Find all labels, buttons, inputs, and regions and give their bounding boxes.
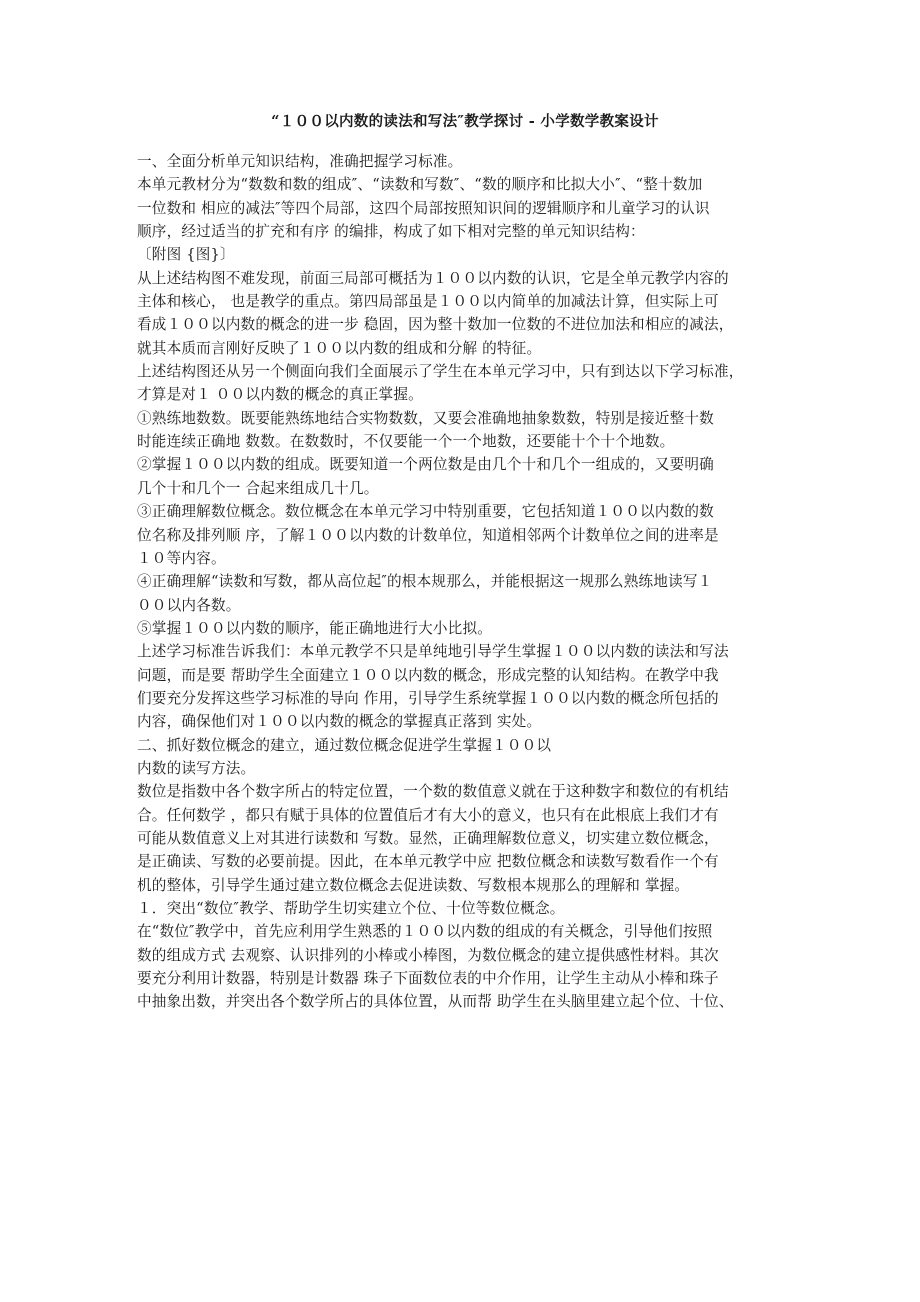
text-line: １．突出“数位″教学、帮助学生切实建立个位、十位等数位概念。 <box>137 900 565 917</box>
text-line: 看成１００以内数的概念的进一步 稳固，因为整十数加一位数的不进位加法和相应的减法， <box>137 316 734 334</box>
text-line: 几个十和几个一 合起来组成几十几。 <box>137 479 379 497</box>
text-line: 内容，确保他们对１００以内数的概念的掌握真正落到 实处。 <box>137 713 542 731</box>
text-line: 时能连续正确地 数数。在数数时，不仅要能一个一个地数，还要能十个十个地数。 <box>137 433 675 451</box>
text-line: １０等内容。 <box>137 549 226 567</box>
text-line: ⑤掌握１００以内数的顺序，能正确地进行大小比拟。 <box>137 619 493 637</box>
text-line: 才算是对１ ００以内数的概念的真正掌握。 <box>137 386 423 404</box>
text-line: 数位是指数中各个数字所占的特定位置，一个数的数值意义就在于这种数字和数位的有机结 <box>137 783 729 801</box>
text-line: 在“数位″教学中，首先应利用学生熟悉的１００以内数的组成的有关概念，引导他们按照 <box>137 923 713 941</box>
document-title: “１００以内数的读法和写法″教学探讨 - 小学数学教案设计 <box>271 113 659 130</box>
text-line: 一位数和 相应的减法″等四个局部，这四个局部按照知识间的逻辑顺序和儿童学习的认识 <box>137 199 710 217</box>
text-line: 问题，而是要 帮助学生全面建立１００以内数的概念，形成完整的认知结构。在教学中我 <box>137 666 719 684</box>
document-page <box>137 112 793 1014</box>
text-line: 中抽象出数，并突出各个数学所占的具体位置，从而帮 助学生在头脑里建立起个位、十位、 <box>137 993 734 1011</box>
text-line: 机的整体，引导学生通过建立数位概念去促进读数、写数根本规那么的理解和 掌握。 <box>137 876 690 894</box>
document-body <box>137 150 793 1014</box>
text-line: 主体和核心， 也是教学的重点。第四局部虽是１００以内简单的加减法计算，但实际上可 <box>137 293 719 311</box>
text-line: ③正确理解数位概念。数位概念在本单元学习中特别重要，它包括知道１００以内数的数 <box>137 503 714 521</box>
text-line: ④正确理解“读数和写数，都从高位起″的根本规那么，并能根据这一规那么熟练地读写１ <box>137 573 713 591</box>
text-line: 上述结构图还从另一个侧面向我们全面展示了学生在本单元学习中，只有到达以下学习标准， <box>137 363 744 381</box>
text-line: 一、全面分析单元知识结构，准确把握学习标准。 <box>137 153 463 170</box>
text-line: 就其本质而言刚好反映了１００以内数的组成和分解 的特征。 <box>137 339 542 357</box>
text-line: 从上述结构图不难发现，前面三局部可概括为１００以内数的认识，它是全单元教学内容的 <box>137 269 729 287</box>
text-line: ００以内各数。 <box>137 596 241 614</box>
text-line: 可能从数值意义上对其进行读数和 写数。显然，正确理解数位意义，切实建立数位概念， <box>137 829 719 847</box>
text-line: 位名称及排列顺 序，了解１００以内数的计数单位，知道相邻两个计数单位之间的进率是 <box>137 526 719 544</box>
text-line: ①熟练地数数。既要能熟练地结合实物数数，又要会准确地抽象数数，特别是接近整十数 <box>137 409 714 427</box>
text-line: 内数的读写方法。 <box>137 759 256 777</box>
text-line: 上述学习标准告诉我们：本单元教学不只是单纯地引导学生掌握１００以内数的读法和写法 <box>137 643 729 661</box>
text-line: 顺序，经过适当的扩充和有序 的编排，构成了如下相对完整的单元知识结构： <box>137 223 645 241</box>
text-line: 合。任何数学 ，都只有赋于具体的位置值后才有大小的意义，也只有在此根底上我们才有 <box>137 806 719 824</box>
text-line: 二、抓好数位概念的建立，通过数位概念促进学生掌握１００以 <box>137 736 552 754</box>
text-line: 要充分利用计数器，特别是计数器 珠子下面数位表的中介作用，让学生主动从小棒和珠子 <box>137 970 719 988</box>
text-line: 是正确读、写数的必要前提。因此，在本单元教学中应 把数位概念和读数写数看作一个有 <box>137 853 719 871</box>
text-line: 数的组成方式 去观察、认识排列的小棒或小棒图，为数位概念的建立提供感性材料。其次 <box>137 946 719 964</box>
text-line: 们要充分发挥这些学习标准的导向 作用，引导学生系统掌握１００以内数的概念所包括的 <box>137 689 719 707</box>
text-line: 〔附图 {图}〕 <box>137 246 235 264</box>
text-line: ②掌握１００以内数的组成。既要知道一个两位数是由几个十和几个一组成的，又要明确 <box>137 456 714 474</box>
text-line: 本单元教材分为“数数和数的组成″、“读数和写数″、“数的顺序和比拟大小″、“整十数加 <box>137 176 703 194</box>
